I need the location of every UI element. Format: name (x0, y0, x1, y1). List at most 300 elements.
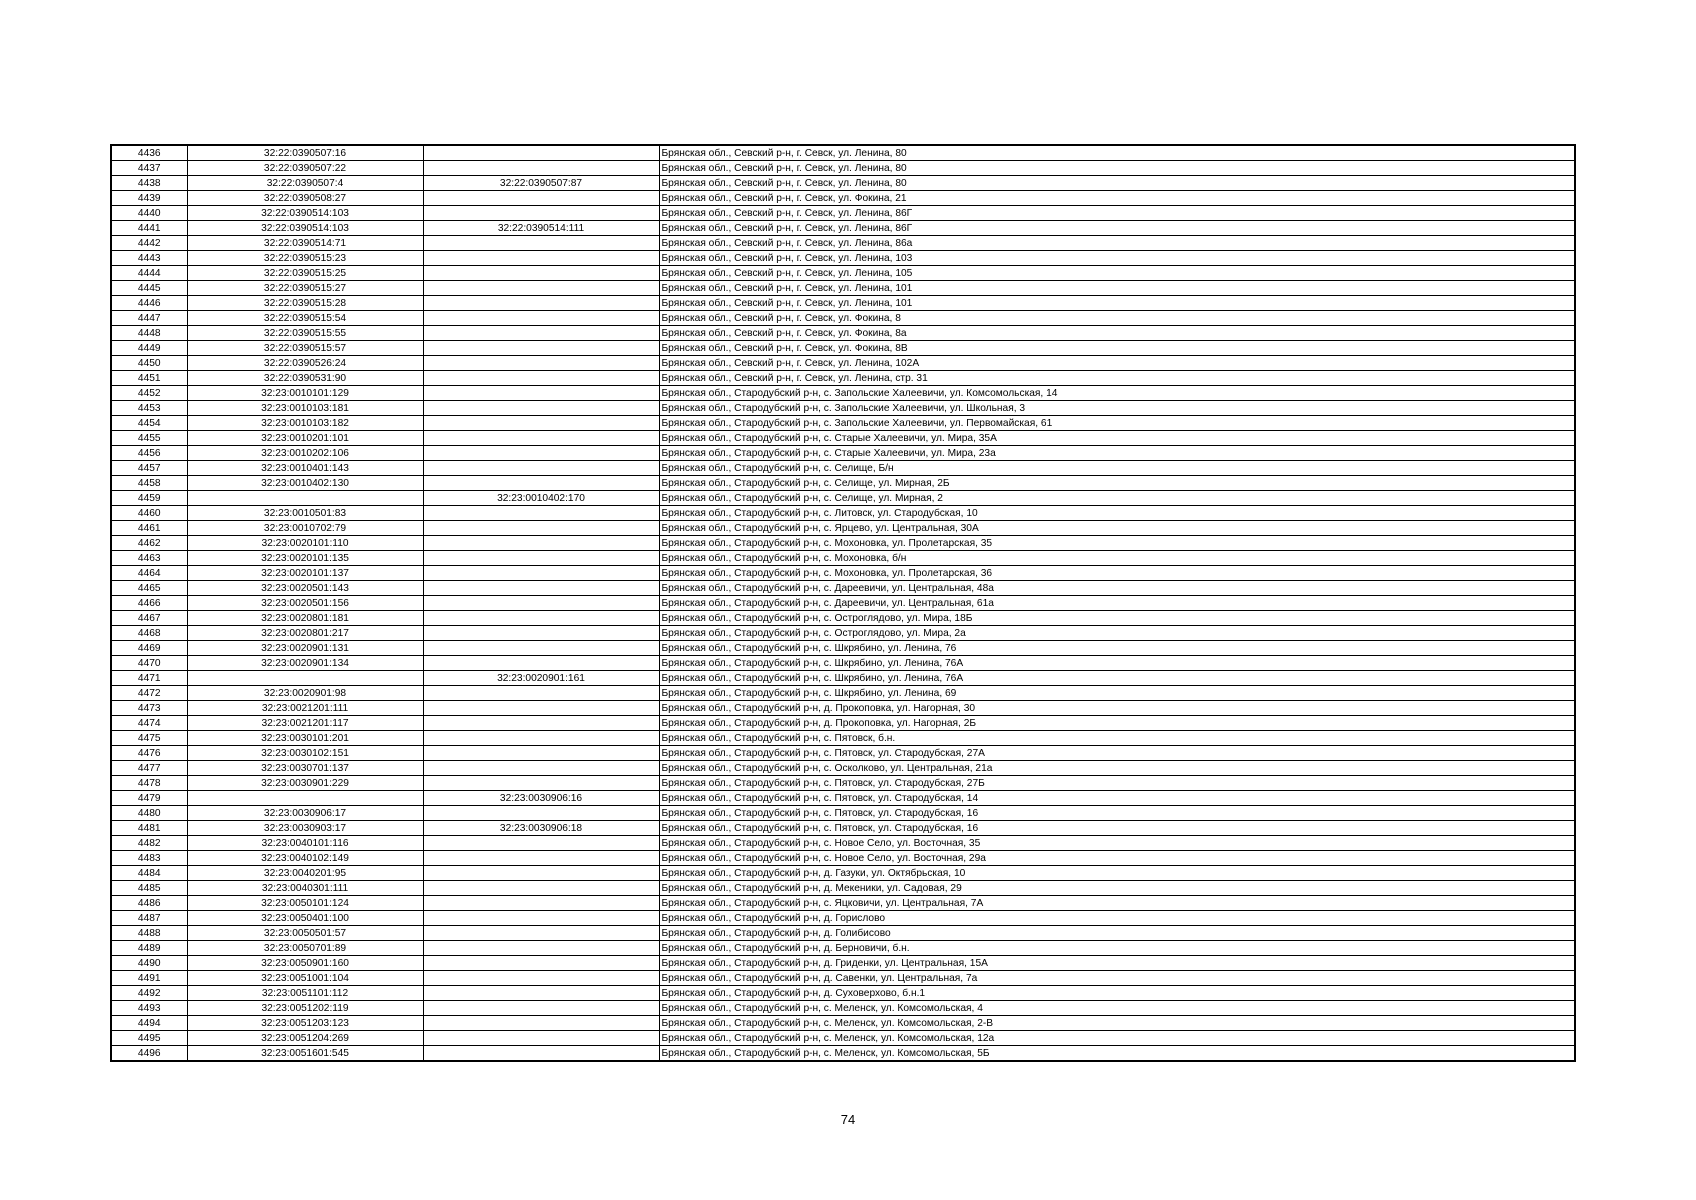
address-cell: Брянская обл., Стародубский р-н, с. Остроглядово, ул. Мира, 18Б (659, 611, 1575, 626)
cadastral-number-cell: 32:23:0010401:143 (187, 461, 423, 476)
row-number-cell: 4459 (111, 491, 187, 506)
address-cell: Брянская обл., Стародубский р-н, с. Селище, ул. Мирная, 2 (659, 491, 1575, 506)
linked-cadastral-number-cell (423, 206, 659, 221)
table-row (111, 311, 1575, 326)
cadastral-number-cell: 32:23:0040301:111 (187, 881, 423, 896)
table-row (111, 176, 1575, 191)
linked-cadastral-number-cell (423, 476, 659, 491)
cadastral-number-cell (187, 491, 423, 506)
row-number-cell: 4474 (111, 716, 187, 731)
row-number-cell: 4467 (111, 611, 187, 626)
linked-cadastral-number-cell (423, 461, 659, 476)
cadastral-number-cell: 32:22:0390531:90 (187, 371, 423, 386)
row-number-cell: 4490 (111, 956, 187, 971)
row-number-cell: 4440 (111, 206, 187, 221)
address-cell: Брянская обл., Стародубский р-н, с. Запольские Халеевичи, ул. Первомайская, 61 (659, 416, 1575, 431)
address-cell: Брянская обл., Стародубский р-н, с. Пятовск, ул. Стародубская, 16 (659, 806, 1575, 821)
address-cell: Брянская обл., Стародубский р-н, с. Остроглядово, ул. Мира, 2а (659, 626, 1575, 641)
address-cell: Брянская обл., Стародубский р-н, с. Меленск, ул. Комсомольская, 4 (659, 1001, 1575, 1016)
table-body (111, 145, 1575, 1061)
address-cell: Брянская обл., Севский р-н, г. Севск, ул. Фокина, 8В (659, 341, 1575, 356)
table-row (111, 221, 1575, 236)
cadastral-number-cell: 32:23:0050101:124 (187, 896, 423, 911)
address-cell: Брянская обл., Севский р-н, г. Севск, ул. Фокина, 8а (659, 326, 1575, 341)
table-row (111, 686, 1575, 701)
linked-cadastral-number-cell (423, 1031, 659, 1046)
row-number-cell: 4473 (111, 701, 187, 716)
linked-cadastral-number-cell (423, 881, 659, 896)
table-row (111, 341, 1575, 356)
cadastral-number-cell: 32:23:0020101:135 (187, 551, 423, 566)
row-number-cell: 4491 (111, 971, 187, 986)
linked-cadastral-number-cell (423, 536, 659, 551)
cadastral-number-cell: 32:22:0390514:103 (187, 206, 423, 221)
cadastral-number-cell: 32:23:0020801:181 (187, 611, 423, 626)
address-cell: Брянская обл., Стародубский р-н, с. Шкрябино, ул. Ленина, 76 (659, 641, 1575, 656)
table-row (111, 326, 1575, 341)
table-row (111, 1001, 1575, 1016)
row-number-cell: 4449 (111, 341, 187, 356)
linked-cadastral-number-cell (423, 1001, 659, 1016)
table-row (111, 1046, 1575, 1062)
table-row (111, 731, 1575, 746)
linked-cadastral-number-cell (423, 371, 659, 386)
row-number-cell: 4452 (111, 386, 187, 401)
row-number-cell: 4495 (111, 1031, 187, 1046)
address-cell: Брянская обл., Севский р-н, г. Севск, ул. Ленина, 101 (659, 296, 1575, 311)
linked-cadastral-number-cell (423, 506, 659, 521)
linked-cadastral-number-cell (423, 416, 659, 431)
cadastral-number-cell: 32:23:0030701:137 (187, 761, 423, 776)
linked-cadastral-number-cell (423, 701, 659, 716)
linked-cadastral-number-cell (423, 806, 659, 821)
table-row (111, 881, 1575, 896)
table-row (111, 491, 1575, 506)
cadastral-number-cell: 32:23:0010103:182 (187, 416, 423, 431)
table-row (111, 671, 1575, 686)
cadastral-number-cell: 32:23:0051601:545 (187, 1046, 423, 1062)
row-number-cell: 4486 (111, 896, 187, 911)
table-row (111, 1031, 1575, 1046)
linked-cadastral-number-cell (423, 566, 659, 581)
linked-cadastral-number-cell: 32:22:0390514:111 (423, 221, 659, 236)
linked-cadastral-number-cell (423, 971, 659, 986)
address-cell: Брянская обл., Севский р-н, г. Севск, ул. Ленина, 80 (659, 145, 1575, 161)
address-cell: Брянская обл., Стародубский р-н, с. Пятовск, ул. Стародубская, 14 (659, 791, 1575, 806)
address-cell: Брянская обл., Севский р-н, г. Севск, ул. Ленина, 103 (659, 251, 1575, 266)
row-number-cell: 4469 (111, 641, 187, 656)
linked-cadastral-number-cell: 32:23:0020901:161 (423, 671, 659, 686)
cadastral-number-cell: 32:22:0390515:28 (187, 296, 423, 311)
linked-cadastral-number-cell (423, 1016, 659, 1031)
table-row (111, 596, 1575, 611)
table-row (111, 656, 1575, 671)
row-number-cell: 4446 (111, 296, 187, 311)
address-cell: Брянская обл., Стародубский р-н, с. Пятовск, ул. Стародубская, 16 (659, 821, 1575, 836)
address-cell: Брянская обл., Стародубский р-н, с. Новое Село, ул. Восточная, 29а (659, 851, 1575, 866)
linked-cadastral-number-cell: 32:23:0010402:170 (423, 491, 659, 506)
table-row (111, 521, 1575, 536)
address-cell: Брянская обл., Стародубский р-н, с. Дареевичи, ул. Центральная, 48а (659, 581, 1575, 596)
row-number-cell: 4475 (111, 731, 187, 746)
row-number-cell: 4458 (111, 476, 187, 491)
cadastral-number-cell: 32:23:0020901:134 (187, 656, 423, 671)
cadastral-number-cell (187, 791, 423, 806)
address-cell: Брянская обл., Стародубский р-н, с. Селище, Б/н (659, 461, 1575, 476)
table-row (111, 551, 1575, 566)
cadastral-number-cell: 32:22:0390514:71 (187, 236, 423, 251)
address-cell: Брянская обл., Стародубский р-н, с. Литовск, ул. Стародубская, 10 (659, 506, 1575, 521)
cadastral-number-cell: 32:23:0010501:83 (187, 506, 423, 521)
linked-cadastral-number-cell (423, 431, 659, 446)
cadastral-number-cell: 32:23:0010201:101 (187, 431, 423, 446)
cadastral-number-cell: 32:22:0390515:27 (187, 281, 423, 296)
address-cell: Брянская обл., Стародубский р-н, с. Запольские Халеевичи, ул. Комсомольская, 14 (659, 386, 1575, 401)
cadastral-number-cell: 32:23:0051001:104 (187, 971, 423, 986)
address-cell: Брянская обл., Стародубский р-н, с. Ярцево, ул. Центральная, 30А (659, 521, 1575, 536)
row-number-cell: 4482 (111, 836, 187, 851)
cadastral-number-cell: 32:23:0030102:151 (187, 746, 423, 761)
address-cell: Брянская обл., Стародубский р-н, с. Шкрябино, ул. Ленина, 69 (659, 686, 1575, 701)
table-row (111, 296, 1575, 311)
row-number-cell: 4437 (111, 161, 187, 176)
cadastral-number-cell: 32:23:0020501:156 (187, 596, 423, 611)
row-number-cell: 4466 (111, 596, 187, 611)
table-row (111, 356, 1575, 371)
linked-cadastral-number-cell (423, 611, 659, 626)
table-row (111, 791, 1575, 806)
linked-cadastral-number-cell (423, 896, 659, 911)
cadastral-number-cell: 32:23:0030901:229 (187, 776, 423, 791)
cadastral-number-cell: 32:23:0040101:116 (187, 836, 423, 851)
row-number-cell: 4445 (111, 281, 187, 296)
row-number-cell: 4442 (111, 236, 187, 251)
table-row (111, 446, 1575, 461)
table-row (111, 251, 1575, 266)
linked-cadastral-number-cell (423, 251, 659, 266)
cadastral-number-cell: 32:23:0040102:149 (187, 851, 423, 866)
linked-cadastral-number-cell (423, 941, 659, 956)
cadastral-number-cell: 32:22:0390515:54 (187, 311, 423, 326)
address-cell: Брянская обл., Севский р-н, г. Севск, ул. Фокина, 21 (659, 191, 1575, 206)
cadastral-number-cell: 32:23:0010402:130 (187, 476, 423, 491)
address-cell: Брянская обл., Стародубский р-н, с. Мохоновка, ул. Пролетарская, 36 (659, 566, 1575, 581)
table-row (111, 371, 1575, 386)
row-number-cell: 4454 (111, 416, 187, 431)
address-cell: Брянская обл., Севский р-н, г. Севск, ул. Ленина, 80 (659, 176, 1575, 191)
table-row (111, 821, 1575, 836)
row-number-cell: 4451 (111, 371, 187, 386)
address-cell: Брянская обл., Стародубский р-н, с. Новое Село, ул. Восточная, 35 (659, 836, 1575, 851)
linked-cadastral-number-cell (423, 551, 659, 566)
cadastral-number-cell: 32:22:0390508:27 (187, 191, 423, 206)
linked-cadastral-number-cell (423, 521, 659, 536)
row-number-cell: 4487 (111, 911, 187, 926)
cadastral-number-cell: 32:22:0390507:22 (187, 161, 423, 176)
linked-cadastral-number-cell (423, 776, 659, 791)
address-cell: Брянская обл., Севский р-н, г. Севск, ул. Ленина, 101 (659, 281, 1575, 296)
cadastral-number-cell: 32:23:0051101:112 (187, 986, 423, 1001)
row-number-cell: 4465 (111, 581, 187, 596)
linked-cadastral-number-cell: 32:22:0390507:87 (423, 176, 659, 191)
row-number-cell: 4489 (111, 941, 187, 956)
linked-cadastral-number-cell (423, 581, 659, 596)
address-cell: Брянская обл., Стародубский р-н, д. Горислово (659, 911, 1575, 926)
table-row (111, 866, 1575, 881)
cadastral-number-cell: 32:23:0020801:217 (187, 626, 423, 641)
linked-cadastral-number-cell (423, 641, 659, 656)
cadastral-number-cell: 32:23:0021201:117 (187, 716, 423, 731)
cadastral-number-cell: 32:23:0050901:160 (187, 956, 423, 971)
address-cell: Брянская обл., Стародубский р-н, с. Шкрябино, ул. Ленина, 76А (659, 671, 1575, 686)
address-cell: Брянская обл., Стародубский р-н, д. Голибисово (659, 926, 1575, 941)
address-cell: Брянская обл., Стародубский р-н, д. Мекеники, ул. Садовая, 29 (659, 881, 1575, 896)
address-cell: Брянская обл., Стародубский р-н, с. Пятовск, ул. Стародубская, 27Б (659, 776, 1575, 791)
linked-cadastral-number-cell (423, 266, 659, 281)
cadastral-number-cell: 32:23:0010702:79 (187, 521, 423, 536)
linked-cadastral-number-cell (423, 866, 659, 881)
cadastral-number-cell: 32:22:0390515:55 (187, 326, 423, 341)
linked-cadastral-number-cell (423, 386, 659, 401)
address-cell: Брянская обл., Севский р-н, г. Севск, ул. Ленина, 102А (659, 356, 1575, 371)
table-row (111, 161, 1575, 176)
address-cell: Брянская обл., Стародубский р-н, д. Гриденки, ул. Центральная, 15А (659, 956, 1575, 971)
row-number-cell: 4481 (111, 821, 187, 836)
table-row (111, 701, 1575, 716)
row-number-cell: 4438 (111, 176, 187, 191)
row-number-cell: 4453 (111, 401, 187, 416)
cadastral-number-cell: 32:23:0021201:111 (187, 701, 423, 716)
row-number-cell: 4477 (111, 761, 187, 776)
table-row (111, 806, 1575, 821)
linked-cadastral-number-cell (423, 356, 659, 371)
table-row (111, 776, 1575, 791)
cadastral-number-cell: 32:22:0390514:103 (187, 221, 423, 236)
linked-cadastral-number-cell (423, 746, 659, 761)
row-number-cell: 4436 (111, 145, 187, 161)
cadastral-number-cell: 32:23:0050701:89 (187, 941, 423, 956)
row-number-cell: 4462 (111, 536, 187, 551)
linked-cadastral-number-cell (423, 236, 659, 251)
linked-cadastral-number-cell: 32:23:0030906:16 (423, 791, 659, 806)
table-row (111, 956, 1575, 971)
address-cell: Брянская обл., Стародубский р-н, с. Яцковичи, ул. Центральная, 7А (659, 896, 1575, 911)
cadastral-number-cell: 32:23:0010101:129 (187, 386, 423, 401)
table-row (111, 145, 1575, 161)
cadastral-number-cell: 32:23:0030903:17 (187, 821, 423, 836)
address-cell: Брянская обл., Севский р-н, г. Севск, ул. Ленина, 86а (659, 236, 1575, 251)
address-cell: Брянская обл., Севский р-н, г. Севск, ул. Ленина, 86Г (659, 206, 1575, 221)
row-number-cell: 4439 (111, 191, 187, 206)
row-number-cell: 4444 (111, 266, 187, 281)
linked-cadastral-number-cell (423, 1046, 659, 1062)
table-row (111, 581, 1575, 596)
table-row (111, 191, 1575, 206)
table-row (111, 416, 1575, 431)
table-row (111, 716, 1575, 731)
table-row (111, 461, 1575, 476)
linked-cadastral-number-cell (423, 836, 659, 851)
address-cell: Брянская обл., Стародубский р-н, с. Пятовск, б.н. (659, 731, 1575, 746)
linked-cadastral-number-cell (423, 851, 659, 866)
table-row (111, 611, 1575, 626)
linked-cadastral-number-cell (423, 656, 659, 671)
linked-cadastral-number-cell (423, 956, 659, 971)
address-cell: Брянская обл., Стародубский р-н, д. Газуки, ул. Октябрьская, 10 (659, 866, 1575, 881)
table-row (111, 851, 1575, 866)
row-number-cell: 4471 (111, 671, 187, 686)
address-cell: Брянская обл., Стародубский р-н, с. Старые Халеевичи, ул. Мира, 23а (659, 446, 1575, 461)
linked-cadastral-number-cell (423, 311, 659, 326)
cadastral-number-cell: 32:23:0030101:201 (187, 731, 423, 746)
table-row (111, 926, 1575, 941)
address-cell: Брянская обл., Стародубский р-н, д. Прокоповка, ул. Нагорная, 30 (659, 701, 1575, 716)
linked-cadastral-number-cell (423, 731, 659, 746)
row-number-cell: 4447 (111, 311, 187, 326)
cadastral-number-cell: 32:23:0010202:106 (187, 446, 423, 461)
row-number-cell: 4479 (111, 791, 187, 806)
address-cell: Брянская обл., Стародубский р-н, д. Прокоповка, ул. Нагорная, 2Б (659, 716, 1575, 731)
row-number-cell: 4492 (111, 986, 187, 1001)
cadastral-number-cell: 32:22:0390515:57 (187, 341, 423, 356)
linked-cadastral-number-cell (423, 926, 659, 941)
row-number-cell: 4461 (111, 521, 187, 536)
row-number-cell: 4494 (111, 1016, 187, 1031)
row-number-cell: 4443 (111, 251, 187, 266)
table-row (111, 386, 1575, 401)
address-cell: Брянская обл., Севский р-н, г. Севск, ул. Ленина, 105 (659, 266, 1575, 281)
row-number-cell: 4472 (111, 686, 187, 701)
linked-cadastral-number-cell: 32:23:0030906:18 (423, 821, 659, 836)
table-row (111, 746, 1575, 761)
linked-cadastral-number-cell (423, 716, 659, 731)
address-cell: Брянская обл., Стародубский р-н, с. Мохоновка, ул. Пролетарская, 35 (659, 536, 1575, 551)
row-number-cell: 4483 (111, 851, 187, 866)
row-number-cell: 4478 (111, 776, 187, 791)
address-cell: Брянская обл., Стародубский р-н, с. Мохоновка, б/н (659, 551, 1575, 566)
address-cell: Брянская обл., Севский р-н, г. Севск, ул. Ленина, 86Г (659, 221, 1575, 236)
cadastral-number-cell: 32:23:0020901:98 (187, 686, 423, 701)
row-number-cell: 4456 (111, 446, 187, 461)
table-row (111, 281, 1575, 296)
table-row (111, 476, 1575, 491)
cadastral-number-cell: 32:23:0051202:119 (187, 1001, 423, 1016)
table-row (111, 641, 1575, 656)
row-number-cell: 4464 (111, 566, 187, 581)
table-row (111, 431, 1575, 446)
cadastral-number-cell: 32:23:0051204:269 (187, 1031, 423, 1046)
row-number-cell: 4448 (111, 326, 187, 341)
linked-cadastral-number-cell (423, 401, 659, 416)
row-number-cell: 4450 (111, 356, 187, 371)
address-cell: Брянская обл., Стародубский р-н, с. Шкрябино, ул. Ленина, 76А (659, 656, 1575, 671)
linked-cadastral-number-cell (423, 191, 659, 206)
row-number-cell: 4455 (111, 431, 187, 446)
table-row (111, 566, 1575, 581)
linked-cadastral-number-cell (423, 446, 659, 461)
row-number-cell: 4480 (111, 806, 187, 821)
page-number: 74 (840, 1112, 856, 1127)
table-row (111, 401, 1575, 416)
address-cell: Брянская обл., Стародубский р-н, д. Суховерхово, б.н.1 (659, 986, 1575, 1001)
table-row (111, 536, 1575, 551)
address-cell: Брянская обл., Севский р-н, г. Севск, ул. Ленина, стр. 31 (659, 371, 1575, 386)
linked-cadastral-number-cell (423, 296, 659, 311)
row-number-cell: 4485 (111, 881, 187, 896)
table-row (111, 266, 1575, 281)
row-number-cell: 4457 (111, 461, 187, 476)
row-number-cell: 4476 (111, 746, 187, 761)
table-row (111, 1016, 1575, 1031)
cadastral-number-cell: 32:23:0020101:110 (187, 536, 423, 551)
address-cell: Брянская обл., Стародубский р-н, с. Меленск, ул. Комсомольская, 5Б (659, 1046, 1575, 1062)
address-cell: Брянская обл., Стародубский р-н, с. Дареевичи, ул. Центральная, 61а (659, 596, 1575, 611)
cadastral-table (110, 144, 1576, 1062)
row-number-cell: 4488 (111, 926, 187, 941)
cadastral-number-cell: 32:23:0050501:57 (187, 926, 423, 941)
address-cell: Брянская обл., Стародубский р-н, д. Берновичи, б.н. (659, 941, 1575, 956)
cadastral-number-cell: 32:23:0040201:95 (187, 866, 423, 881)
table-row (111, 971, 1575, 986)
cadastral-number-cell: 32:23:0030906:17 (187, 806, 423, 821)
address-cell: Брянская обл., Стародубский р-н, с. Пятовск, ул. Стародубская, 27А (659, 746, 1575, 761)
row-number-cell: 4470 (111, 656, 187, 671)
linked-cadastral-number-cell (423, 326, 659, 341)
linked-cadastral-number-cell (423, 596, 659, 611)
cadastral-number-cell: 32:22:0390515:25 (187, 266, 423, 281)
linked-cadastral-number-cell (423, 986, 659, 1001)
table-row (111, 506, 1575, 521)
row-number-cell: 4496 (111, 1046, 187, 1062)
table-row (111, 836, 1575, 851)
cadastral-number-cell: 32:23:0010103:181 (187, 401, 423, 416)
cadastral-number-cell: 32:23:0050401:100 (187, 911, 423, 926)
table-row (111, 986, 1575, 1001)
address-cell: Брянская обл., Стародубский р-н, с. Меленск, ул. Комсомольская, 12а (659, 1031, 1575, 1046)
address-cell: Брянская обл., Стародубский р-н, с. Осколково, ул. Центральная, 21а (659, 761, 1575, 776)
address-cell: Брянская обл., Стародубский р-н, д. Савенки, ул. Центральная, 7а (659, 971, 1575, 986)
cadastral-number-cell (187, 671, 423, 686)
linked-cadastral-number-cell (423, 145, 659, 161)
linked-cadastral-number-cell (423, 161, 659, 176)
row-number-cell: 4493 (111, 1001, 187, 1016)
cadastral-number-cell: 32:22:0390515:23 (187, 251, 423, 266)
cadastral-number-cell: 32:22:0390507:16 (187, 145, 423, 161)
cadastral-number-cell: 32:22:0390507:4 (187, 176, 423, 191)
cadastral-number-cell: 32:23:0020501:143 (187, 581, 423, 596)
address-cell: Брянская обл., Севский р-н, г. Севск, ул. Ленина, 80 (659, 161, 1575, 176)
row-number-cell: 4463 (111, 551, 187, 566)
address-cell: Брянская обл., Стародубский р-н, с. Старые Халеевичи, ул. Мира, 35А (659, 431, 1575, 446)
linked-cadastral-number-cell (423, 281, 659, 296)
row-number-cell: 4460 (111, 506, 187, 521)
table-row (111, 896, 1575, 911)
linked-cadastral-number-cell (423, 626, 659, 641)
table-row (111, 941, 1575, 956)
table-row (111, 761, 1575, 776)
table-row (111, 911, 1575, 926)
linked-cadastral-number-cell (423, 761, 659, 776)
cadastral-number-cell: 32:22:0390526:24 (187, 356, 423, 371)
address-cell: Брянская обл., Стародубский р-н, с. Запольские Халеевичи, ул. Школьная, 3 (659, 401, 1575, 416)
linked-cadastral-number-cell (423, 341, 659, 356)
address-cell: Брянская обл., Стародубский р-н, с. Селище, ул. Мирная, 2Б (659, 476, 1575, 491)
table-row (111, 206, 1575, 221)
address-cell: Брянская обл., Севский р-н, г. Севск, ул. Фокина, 8 (659, 311, 1575, 326)
table-row (111, 236, 1575, 251)
row-number-cell: 4441 (111, 221, 187, 236)
cadastral-number-cell: 32:23:0020901:131 (187, 641, 423, 656)
